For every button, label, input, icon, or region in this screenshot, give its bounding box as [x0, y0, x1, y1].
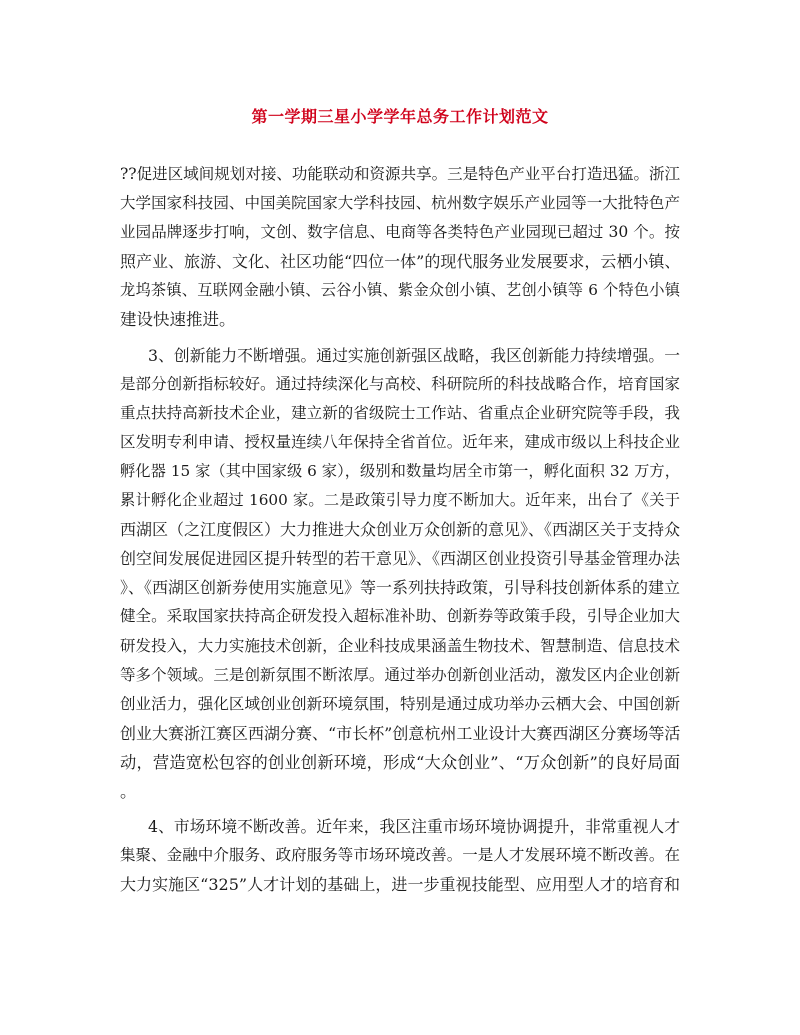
text-line: 重点扶持高新技术企业，建立新的省级院士工作站、省重点企业研究院等手段，我: [120, 403, 680, 422]
text-line: 业园品牌逐步打响，文创、数字信息、电商等各类特色产业园现已超过 30 个。按: [120, 223, 680, 242]
text-line: 动，营造宽松包容的创业创新环境，形成“大众创业”、“万众创新”的良好局面: [120, 752, 680, 772]
text-line: 集聚、金融中介服务、政府服务等市场环境改善。一是人才发展环境不断改善。在: [120, 846, 680, 865]
text-line: 照产业、旅游、文化、社区功能“四位一体”的现代服务业发展要求，云栖小镇、: [120, 252, 681, 272]
text-line: 孵化器 15 家（其中国家级 6 家），级别和数量均居全市第一，孵化面积 32 万方，: [120, 461, 680, 480]
text-line: 大力实施区“325”人才计划的基础上，进一步重视技能型、应用型人才的培育和: [120, 875, 680, 895]
paragraph: [120, 812, 680, 899]
text-line: 3、创新能力不断增强。通过实施创新强区战略，我区创新能力持续增强。一: [148, 345, 680, 365]
text-line: 创业大赛浙江赛区西湖分赛、“市长杯”创意杭州工业设计大赛西湖区分赛场等活: [120, 723, 681, 743]
document-body: [120, 160, 680, 899]
text-line: 健全。采取国家扶持高企研发投入超标准补助、创新券等政策手段，引导企业加大: [120, 607, 680, 626]
text-line: 累计孵化企业超过 1600 家。二是政策引导力度不断加大。近年来，出台了《关于: [120, 491, 680, 510]
text-line: 研发投入，大力实施技术创新，企业科技成果涵盖生物技术、智慧制造、信息技术: [120, 636, 680, 655]
text-line: 。: [120, 781, 137, 801]
text-line: 创业活力，强化区域创业创新环境氛围，特别是通过成功举办云栖大会、中国创新: [120, 694, 680, 713]
text-line: 区发明专利申请、授权量连续八年保持全省首位。近年来，建成市级以上科技企业: [120, 432, 680, 451]
text-line: 4、市场环境不断改善。近年来，我区注重市场环境协调提升，非常重视人才: [148, 817, 680, 837]
text-line: 建设快速推进。: [120, 310, 236, 330]
text-line: 等多个领域。三是创新氛围不断浓厚。通过举办创新创业活动，激发区内企业创新: [120, 665, 680, 684]
paragraph: [120, 341, 680, 807]
text-line: 西湖区（之江度假区）大力推进大众创业万众创新的意见》、《西湖区关于支持众: [120, 520, 681, 540]
text-line: 是部分创新指标较好。通过持续深化与高校、科研院所的科技战略合作，培育国家: [120, 374, 680, 393]
document-title: 第一学期三星小学学年总务工作计划范文: [251, 107, 549, 126]
text-line: 创空间发展促进园区提升转型的若干意见》、《西湖区创业投资引导基金管理办法: [120, 549, 681, 569]
paragraph: [120, 160, 680, 335]
text-line: 大学国家科技园、中国美院国家大学科技园、杭州数字娱乐产业园等一大批特色产: [120, 194, 680, 213]
text-line: 龙坞茶镇、互联网金融小镇、云谷小镇、紫金众创小镇、艺创小镇等 6 个特色小镇: [120, 281, 680, 300]
text-line: ??促进区域间规划对接、功能联动和资源共享。三是特色产业平台打造迅猛。浙江: [120, 165, 680, 183]
text-line: 》、《西湖区创新券使用实施意见》等一系列扶持政策，引导科技创新体系的建立: [120, 578, 681, 598]
